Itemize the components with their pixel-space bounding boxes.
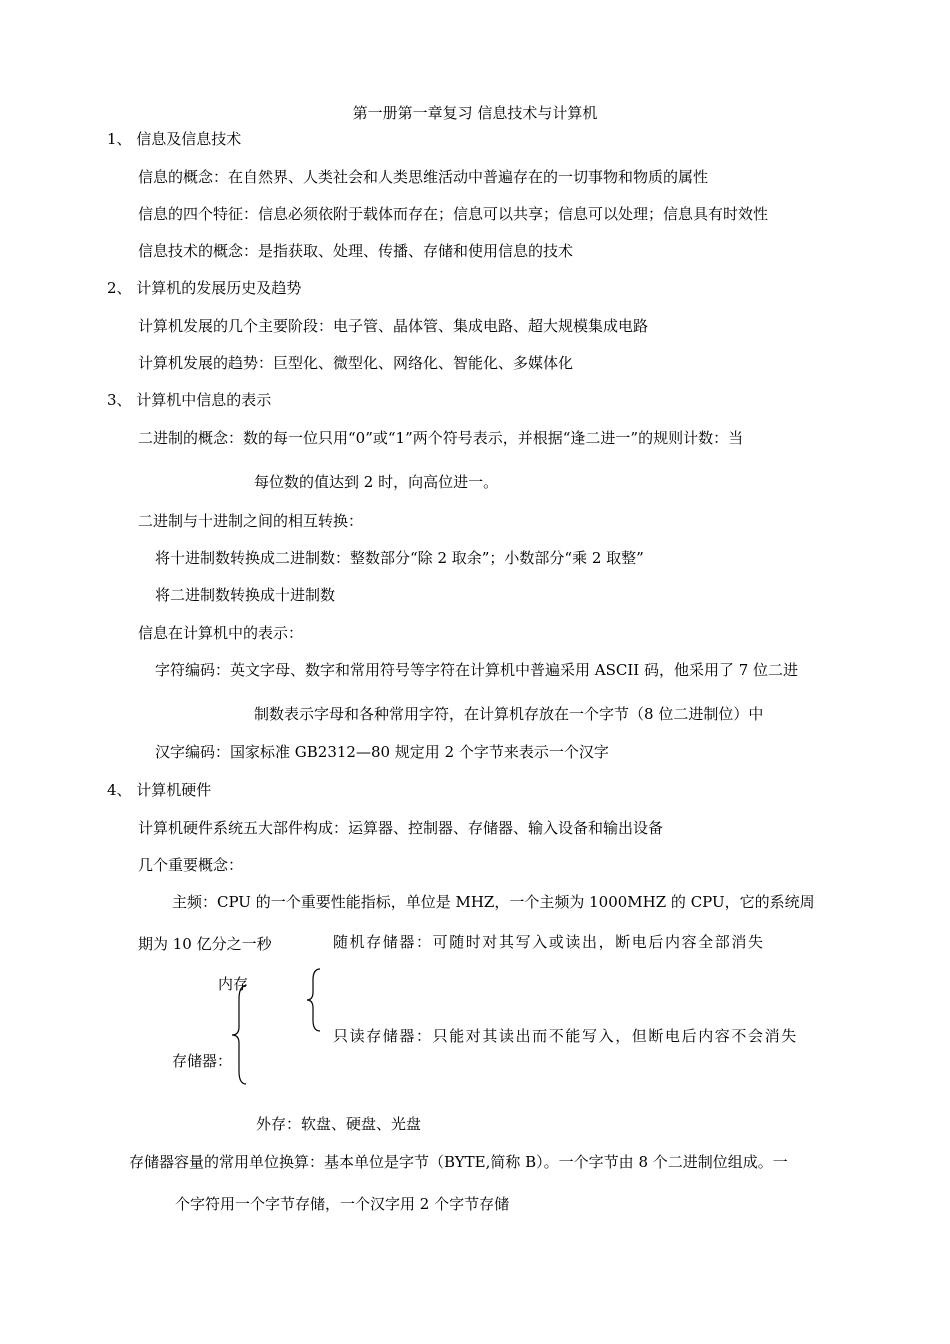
external-storage: 外存：软盘、硬盘、光盘 [256,1115,422,1133]
capacity-units-line-1: 存储器容量的常用单位换算：基本单位是字节（BYTE,简称 B）。一个字节由 8 个二进制位组成。一 [129,1153,788,1171]
conversion-heading: 二进制与十进制之间的相互转换： [138,512,364,530]
page-title: 第一册第一章复习 信息技术与计算机 [352,104,598,122]
memory-label: 内存 [218,975,249,993]
it-concept: 信息技术的概念：是指获取、处理、传播、存储和使用信息的技术 [138,242,574,260]
ram-description: 随机存储器：可随时对其写入或读出，断电后内容全部消失 [333,933,765,951]
binary-concept-line-1: 二进制的概念：数的每一位只用“0”或“1”两个符号表示，并根据“逢二进一”的规则计数：当 [138,429,744,447]
info-features: 信息的四个特征：信息必须依附于载体而存在；信息可以共享；信息可以处理；信息具有时效性 [138,205,769,223]
section-3-heading: 3、 计算机中信息的表示 [107,391,272,409]
storage-label: 存储器： [172,1052,233,1070]
hanzi-encoding: 汉字编码：国家标准 GB2312—80 规定用 2 个字节来表示一个汉字 [155,743,609,761]
char-encoding-line-1: 字符编码：英文字母、数字和常用符号等字符在计算机中普遍采用 ASCII 码，他采用了 7 位二进 [155,661,799,679]
hardware-five-parts: 计算机硬件系统五大部件构成：运算器、控制器、存储器、输入设备和输出设备 [138,819,664,837]
capacity-units-line-2: 个字符用一个字节存储，一个汉字用 2 个字节存储 [175,1195,510,1213]
computer-stages: 计算机发展的几个主要阶段：电子管、晶体管、集成电路、超大规模集成电路 [138,317,649,335]
binary-concept-line-2: 每位数的值达到 2 时，向高位进一。 [254,473,499,491]
char-encoding-line-2: 制数表示字母和各种常用字符，在计算机存放在一个字节（8 位二进制位）中 [254,705,764,723]
binary-to-decimal: 将二进制数转换成十进制数 [155,586,336,604]
important-concepts: 几个重要概念： [138,856,244,874]
memory-brace [304,968,324,1032]
section-2-heading: 2、 计算机的发展历史及趋势 [107,279,302,297]
computer-trends: 计算机发展的趋势：巨型化、微型化、网络化、智能化、多媒体化 [138,354,574,372]
clock-frequency-line-2: 期为 10 亿分之一秒 [138,935,272,953]
info-representation: 信息在计算机中的表示： [138,624,304,642]
section-1-heading: 1、 信息及信息技术 [107,130,242,148]
info-concept: 信息的概念：在自然界、人类社会和人类思维活动中普遍存在的一切事物和物质的属性 [138,168,709,186]
clock-frequency-line-1: 主频：CPU 的一个重要性能指标，单位是 MHZ，一个主频为 1000MHZ 的 CPU，它的系统周 [172,893,815,911]
rom-description: 只读存储器：只能对其读出而不能写入，但断电后内容不会消失 [333,1027,798,1045]
section-4-heading: 4、 计算机硬件 [107,781,212,799]
decimal-to-binary: 将十进制数转换成二进制数：整数部分“除 2 取余”；小数部分“乘 2 取整” [155,549,644,567]
